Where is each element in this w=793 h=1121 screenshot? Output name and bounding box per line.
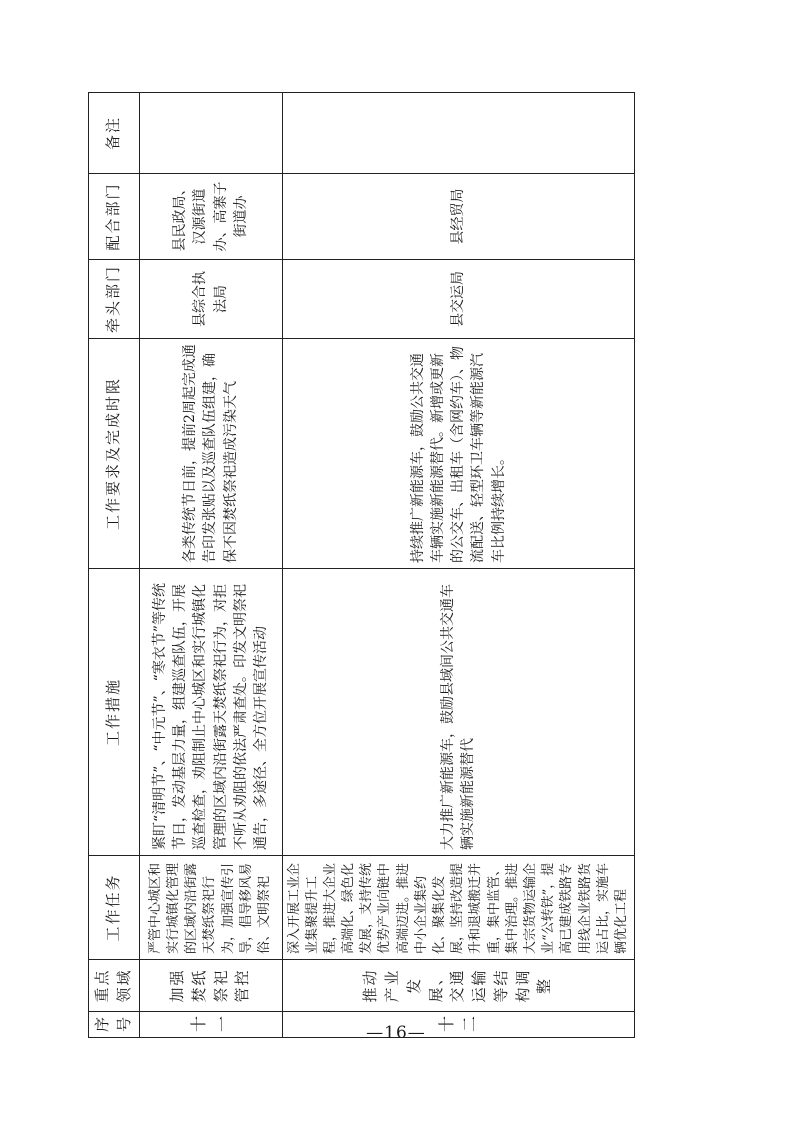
work-task-table xyxy=(88,92,635,1038)
row-lead-department: 县综合执法局 xyxy=(139,260,282,339)
header-lead-department: 牵头部门 xyxy=(89,260,140,339)
row-index: 十一 xyxy=(139,1012,282,1038)
row-task: 严管中心城区和实行城镇化管理的区域内沿街露天焚纸祭祀行为，加强宣传引导，倡导移风易俗、文明祭祀 xyxy=(139,856,282,960)
header-task: 工作任务 xyxy=(89,856,140,960)
row-measures: 紧盯“清明节”、“中元节”、“寒衣节”等传统节日，发动基层力量，组建巡查队伍，开展巡查检查，劝阻制止中心城区和实行城镇化管理的区域内沿街露天焚纸祭祀行为，对拒不听从劝阻的依法严肃查处。印发文明祭祀通告，多途径、全方位开展宣传活动 xyxy=(139,569,282,856)
table-row xyxy=(139,93,282,1038)
page-number: —16— xyxy=(366,1023,426,1043)
header-coop-department: 配合部门 xyxy=(89,174,140,260)
table-row xyxy=(282,93,635,1038)
header-index: 序号 xyxy=(89,1012,140,1038)
row-measures: 大力推广新能源车，鼓励县域间公共交通车辆实施新能源替代 xyxy=(282,569,635,856)
table-header-row xyxy=(89,93,140,1038)
header-note: 备注 xyxy=(89,93,140,174)
row-note xyxy=(282,93,635,174)
row-lead-department: 县交运局 xyxy=(282,260,635,339)
header-requirements: 工作要求及完成时限 xyxy=(89,339,140,569)
rotated-landscape-table-wrapper xyxy=(88,93,629,1038)
row-requirements: 各类传统节日前，提前2周起完成通告印发张贴以及巡查队伍组建，确保不因焚纸祭祀造成污染天气 xyxy=(139,339,282,569)
row-field: 加强焚纸祭祀管控 xyxy=(139,960,282,1012)
row-task: 深入开展工业企业集聚提升工程，推进大企业高端化、绿色化发展，支持传统优势产业向链中高端迈进。推进中小企业集约化、聚集化发展，坚持改造提升和退城搬迁并重，集中监管、集中治理。推进大宗货物运输企业“公转铁”，提高已建成铁路专用线企业铁路货运占比，实施车辆优化工程 xyxy=(282,856,635,960)
header-field: 重点领域 xyxy=(89,960,140,1012)
row-requirements: 持续推广新能源车，鼓励公共交通车辆实施新能源替代。新增或更新的公交车、出租车（含网约车）、物流配送、轻型环卫车辆等新能源汽车比例持续增长。 xyxy=(282,339,635,569)
row-index: 十二 xyxy=(282,1012,635,1038)
row-note xyxy=(139,93,282,174)
row-field: 推动产业发展、交通运输等结构调整 xyxy=(282,960,635,1012)
header-measures: 工作措施 xyxy=(89,569,140,856)
row-coop-department: 县民政局、汉源街道办、高寨子街道办 xyxy=(139,174,282,260)
row-coop-department: 县经贸局 xyxy=(282,174,635,260)
